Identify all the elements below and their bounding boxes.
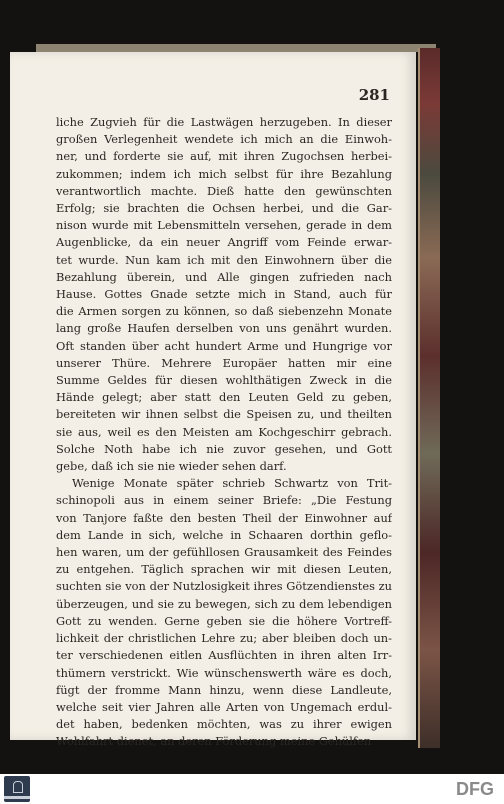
dfg-logo: DFG (456, 779, 494, 799)
text-line: unserer Thüre. Mehrere Europäer hatten mir eine (56, 355, 392, 370)
page-number: 281 (358, 86, 390, 104)
viewer-footer (0, 774, 504, 804)
text-line: zu entgehen. Täglich sprachen wir mit diesen Leuten, (56, 562, 392, 577)
text-line: Wohlfahrt dienet, an deren Förderung meine Gehülfen (56, 734, 372, 749)
text-line: zukommen; indem ich mich selbst für ihre Bezahlung (56, 166, 392, 181)
text-line: tet wurde. Nun kam ich mit den Einwohnern über die (56, 252, 392, 267)
text-line: fügt der fromme Mann hinzu, wenn diese Landleute, (56, 682, 392, 697)
text-line: lang große Haufen derselben von uns genährt wurden. (56, 321, 392, 336)
page-stack-edge (36, 44, 436, 52)
text-line: ner, und forderte sie auf, mit ihren Zugochsen herbei- (56, 149, 392, 164)
text-line: Bezahlung überein, und Alle gingen zufrieden nach (56, 269, 392, 284)
book-cover-edge (418, 48, 440, 748)
text-line: ter verschiedenen eitlen Ausflüchten in ihren alten Irr- (56, 648, 392, 663)
library-logo-icon (4, 776, 30, 802)
body-text (56, 114, 392, 751)
text-line: Hände gelegt; aber statt den Leuten Geld zu geben, (56, 390, 392, 405)
text-line: dem Lande in sich, welche in Schaaren dorthin geflo- (56, 527, 392, 542)
text-line: lichkeit der christlichen Lehre zu; aber bleiben doch un- (56, 631, 392, 646)
text-line: überzeugen, und sie zu bewegen, sich zu dem lebendigen (56, 596, 392, 611)
text-line: schinopoli aus in einem seiner Briefe: „Die Festung (56, 493, 392, 508)
text-line: suchten sie von der Nutzlosigkeit ihres Götzendienstes zu (56, 579, 392, 594)
text-line: verantwortlich machte. Dieß hatte den gewünschten (56, 183, 392, 198)
text-line: Summe Geldes für diesen wohlthätigen Zweck in die (56, 373, 392, 388)
text-line: Wenige Monate später schrieb Schwartz von Trit- (72, 476, 392, 491)
text-line: die Armen sorgen zu können, so daß siebenzehn Monate (56, 304, 392, 319)
text-line: Gott zu wenden. Gerne geben sie die höhere Vortreff- (56, 613, 392, 628)
text-line: gebe, daß ich sie nie wieder sehen darf. (56, 459, 287, 474)
text-line: thümern verstrickt. Wie wünschenswerth wäre es doch, (56, 665, 392, 680)
text-line: liche Zugvieh für die Lastwägen herzugeben. In dieser (56, 115, 392, 129)
text-line: Hause. Gottes Gnade setzte mich in Stand, auch für (56, 287, 392, 302)
text-line: nison wurde mit Lebensmitteln versehen, gerade in dem (56, 218, 392, 233)
book-page (10, 52, 416, 749)
text-line: hen waren, um der gefühllosen Grausamkeit des Feindes (56, 545, 392, 560)
text-line: welche seit vier Jahren alle Arten von Ungemach erdul- (56, 699, 392, 714)
text-line: von Tanjore faßte den besten Theil der Einwohner auf (56, 510, 392, 525)
text-line: Solche Noth habe ich nie zuvor gesehen, und Gott (56, 441, 392, 456)
text-line: sie aus, weil es den Meisten am Kochgeschirr gebrach. (56, 424, 392, 439)
text-line: Augenblicke, da ein neuer Angriff vom Feinde erwar- (56, 235, 392, 250)
text-line: Oft standen über acht hundert Arme und Hungrige vor (56, 338, 392, 353)
text-line: bereiteten wir ihnen selbst die Speisen zu, und theilten (56, 407, 392, 422)
text-line: Erfolg; sie brachten die Ochsen herbei, und die Gar- (56, 201, 392, 216)
text-line: großen Verlegenheit wendete ich mich an die Einwoh- (56, 132, 392, 147)
text-line: det haben, bedenken möchten, was zu ihrer ewigen (56, 717, 392, 732)
